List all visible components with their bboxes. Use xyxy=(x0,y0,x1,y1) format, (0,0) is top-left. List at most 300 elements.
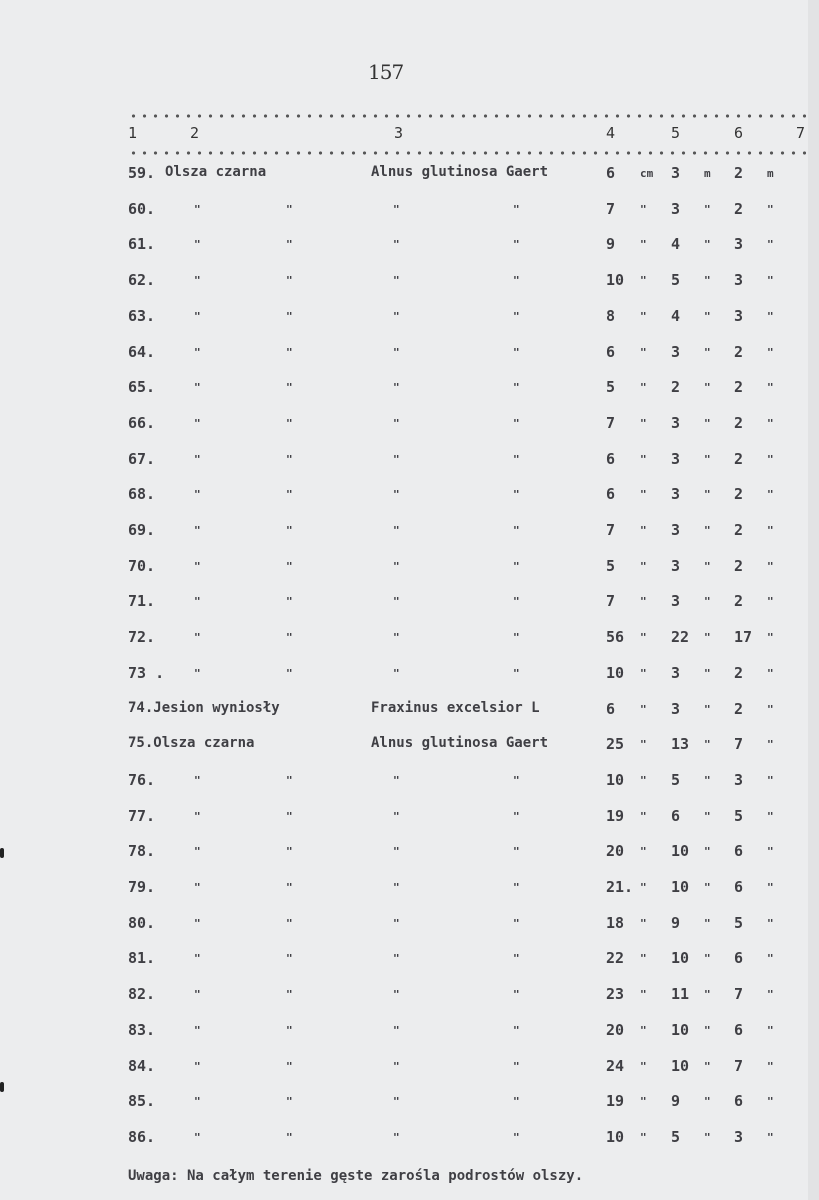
row-number: 60. xyxy=(128,200,156,218)
value-col4: 20 xyxy=(606,1021,625,1039)
unit-col5: " xyxy=(704,524,711,537)
ditto-mark: " xyxy=(393,1060,400,1073)
value-col4: 19 xyxy=(606,1092,625,1110)
value-col6: 6 xyxy=(734,949,744,967)
unit-col4: " xyxy=(640,203,647,216)
value-col5: 6 xyxy=(671,807,681,825)
table-row xyxy=(0,771,808,801)
ditto-mark: " xyxy=(513,881,520,894)
ditto-mark: " xyxy=(286,631,293,644)
ditto-mark: " xyxy=(393,381,400,394)
ditto-mark: " xyxy=(194,203,201,216)
ditto-mark: " xyxy=(393,274,400,287)
unit-col6: " xyxy=(767,453,774,466)
ditto-mark: " xyxy=(393,1095,400,1108)
value-col6: 2 xyxy=(734,664,744,682)
unit-col4: " xyxy=(640,917,647,930)
table-row xyxy=(0,914,808,944)
ditto-mark: " xyxy=(286,381,293,394)
ditto-mark: " xyxy=(286,417,293,430)
ditto-mark: " xyxy=(286,1024,293,1037)
unit-col6: " xyxy=(767,774,774,787)
ditto-mark: " xyxy=(393,203,400,216)
ditto-mark: " xyxy=(513,988,520,1001)
unit-col6: " xyxy=(767,703,774,716)
value-col5: 5 xyxy=(671,771,681,789)
value-col4: 25 xyxy=(606,735,625,753)
row-number: 71. xyxy=(128,592,156,610)
ditto-mark: " xyxy=(286,488,293,501)
unit-col6: " xyxy=(767,667,774,680)
ditto-mark: " xyxy=(393,453,400,466)
row-number: 79. xyxy=(128,878,156,896)
ditto-mark: " xyxy=(513,810,520,823)
unit-col4: " xyxy=(640,274,647,287)
table-row xyxy=(0,1128,808,1158)
value-col5: 3 xyxy=(671,343,681,361)
value-col5: 13 xyxy=(671,735,690,753)
row-number: 63. xyxy=(128,307,156,325)
unit-col5: " xyxy=(704,667,711,680)
value-col6: 2 xyxy=(734,414,744,432)
unit-col5: " xyxy=(704,881,711,894)
value-col6: 7 xyxy=(734,985,744,1003)
value-col4: 23 xyxy=(606,985,625,1003)
ditto-mark: " xyxy=(513,595,520,608)
value-col5: 3 xyxy=(671,164,681,182)
value-col4: 20 xyxy=(606,842,625,860)
unit-col5: " xyxy=(704,917,711,930)
value-col6: 3 xyxy=(734,307,744,325)
unit-col4: " xyxy=(640,667,647,680)
row-number: 76. xyxy=(128,771,156,789)
unit-col4: " xyxy=(640,453,647,466)
row-number: 86. xyxy=(128,1128,156,1146)
latin-name: Fraxinus excelsior L xyxy=(371,700,540,716)
ditto-mark: " xyxy=(393,952,400,965)
ditto-mark: " xyxy=(513,1095,520,1108)
unit-col6: " xyxy=(767,845,774,858)
ditto-mark: " xyxy=(286,774,293,787)
unit-col4: " xyxy=(640,1024,647,1037)
unit-col6: " xyxy=(767,274,774,287)
column-header-6: 6 xyxy=(734,124,744,142)
value-col6: 5 xyxy=(734,914,744,932)
unit-col6: " xyxy=(767,738,774,751)
unit-col6: " xyxy=(767,810,774,823)
value-col5: 10 xyxy=(671,1021,690,1039)
unit-col4: " xyxy=(640,810,647,823)
unit-col4: " xyxy=(640,774,647,787)
value-col6: 7 xyxy=(734,735,744,753)
row-number: 69. xyxy=(128,521,156,539)
unit-col6: " xyxy=(767,1024,774,1037)
ditto-mark: " xyxy=(194,1060,201,1073)
unit-col4: " xyxy=(640,703,647,716)
dotted-rule-top xyxy=(128,114,806,118)
ditto-mark: " xyxy=(194,274,201,287)
ditto-mark: " xyxy=(286,1095,293,1108)
ditto-mark: " xyxy=(286,1060,293,1073)
row-number: 85. xyxy=(128,1092,156,1110)
unit-col5: " xyxy=(704,703,711,716)
unit-col6: " xyxy=(767,524,774,537)
value-col6: 2 xyxy=(734,592,744,610)
unit-col6: " xyxy=(767,631,774,644)
ditto-mark: " xyxy=(513,453,520,466)
unit-col6: " xyxy=(767,560,774,573)
table-row xyxy=(0,414,808,444)
value-col4: 6 xyxy=(606,450,616,468)
value-col4: 6 xyxy=(606,485,616,503)
unit-col5: " xyxy=(704,631,711,644)
page-number: 157 xyxy=(368,60,404,84)
unit-col4: " xyxy=(640,346,647,359)
ditto-mark: " xyxy=(513,381,520,394)
ditto-mark: " xyxy=(393,310,400,323)
table-row xyxy=(0,343,808,373)
value-col4: 7 xyxy=(606,200,616,218)
table-row xyxy=(0,700,808,730)
unit-col4: " xyxy=(640,524,647,537)
ditto-mark: " xyxy=(513,203,520,216)
ditto-mark: " xyxy=(194,310,201,323)
dotted-rule-header xyxy=(128,151,806,155)
ditto-mark: " xyxy=(513,774,520,787)
ditto-mark: " xyxy=(393,488,400,501)
ditto-mark: " xyxy=(286,667,293,680)
table-row xyxy=(0,557,808,587)
value-col4: 6 xyxy=(606,343,616,361)
table-row xyxy=(0,1021,808,1051)
unit-col6: " xyxy=(767,417,774,430)
value-col4: 5 xyxy=(606,378,616,396)
ditto-mark: " xyxy=(513,488,520,501)
value-col4: 10 xyxy=(606,664,625,682)
ditto-mark: " xyxy=(513,238,520,251)
unit-col5: " xyxy=(704,310,711,323)
unit-col6: " xyxy=(767,346,774,359)
ditto-mark: " xyxy=(194,631,201,644)
ditto-mark: " xyxy=(286,988,293,1001)
unit-col4: " xyxy=(640,381,647,394)
unit-col5: " xyxy=(704,810,711,823)
value-col5: 9 xyxy=(671,1092,681,1110)
value-col5: 9 xyxy=(671,914,681,932)
row-number: 84. xyxy=(128,1057,156,1075)
unit-col5: " xyxy=(704,488,711,501)
unit-col6: " xyxy=(767,238,774,251)
row-number-species: 75.Olsza czarna xyxy=(128,735,255,751)
value-col6: 5 xyxy=(734,807,744,825)
value-col6: 2 xyxy=(734,200,744,218)
value-col6: 2 xyxy=(734,343,744,361)
row-number: 73 . xyxy=(128,664,165,682)
table-row xyxy=(0,307,808,337)
ditto-mark: " xyxy=(194,810,201,823)
unit-col6: " xyxy=(767,595,774,608)
ditto-mark: " xyxy=(286,560,293,573)
row-number: 65. xyxy=(128,378,156,396)
row-number: 78. xyxy=(128,842,156,860)
unit-col5: " xyxy=(704,952,711,965)
value-col6: 3 xyxy=(734,1128,744,1146)
table-row xyxy=(0,807,808,837)
value-col5: 3 xyxy=(671,485,681,503)
value-col6: 2 xyxy=(734,485,744,503)
value-col5: 3 xyxy=(671,592,681,610)
unit-col4: " xyxy=(640,560,647,573)
unit-col6: " xyxy=(767,1060,774,1073)
unit-col5: " xyxy=(704,774,711,787)
table-row xyxy=(0,485,808,515)
ditto-mark: " xyxy=(513,917,520,930)
ditto-mark: " xyxy=(513,310,520,323)
unit-col5: " xyxy=(704,595,711,608)
value-col4: 10 xyxy=(606,271,625,289)
table-row xyxy=(0,271,808,301)
row-number-species: 74.Jesion wyniosły xyxy=(128,700,280,716)
value-col6: 6 xyxy=(734,878,744,896)
value-col4: 10 xyxy=(606,771,625,789)
ditto-mark: " xyxy=(513,1060,520,1073)
ditto-mark: " xyxy=(194,988,201,1001)
ditto-mark: " xyxy=(286,274,293,287)
ditto-mark: " xyxy=(286,203,293,216)
value-col5: 3 xyxy=(671,414,681,432)
value-col4: 6 xyxy=(606,700,616,718)
table-row xyxy=(0,878,808,908)
column-header-3: 3 xyxy=(394,124,404,142)
ditto-mark: " xyxy=(513,346,520,359)
value-col6: 7 xyxy=(734,1057,744,1075)
ditto-mark: " xyxy=(194,524,201,537)
row-number: 72. xyxy=(128,628,156,646)
ditto-mark: " xyxy=(393,917,400,930)
value-col5: 4 xyxy=(671,235,681,253)
row-number: 67. xyxy=(128,450,156,468)
value-col5: 10 xyxy=(671,878,690,896)
unit-col4: " xyxy=(640,1095,647,1108)
value-col6: 2 xyxy=(734,557,744,575)
ditto-mark: " xyxy=(194,560,201,573)
unit-col4: " xyxy=(640,952,647,965)
ditto-mark: " xyxy=(286,952,293,965)
unit-col5: " xyxy=(704,560,711,573)
row-number: 59. xyxy=(128,164,156,182)
ditto-mark: " xyxy=(393,881,400,894)
unit-col4: " xyxy=(640,1131,647,1144)
ditto-mark: " xyxy=(286,346,293,359)
table-row xyxy=(0,735,808,765)
column-header-4: 4 xyxy=(606,124,616,142)
value-col5: 10 xyxy=(671,1057,690,1075)
row-number: 68. xyxy=(128,485,156,503)
value-col6: 6 xyxy=(734,842,744,860)
binding-mark xyxy=(0,848,4,858)
column-header-5: 5 xyxy=(671,124,681,142)
ditto-mark: " xyxy=(286,845,293,858)
ditto-mark: " xyxy=(513,274,520,287)
ditto-mark: " xyxy=(513,845,520,858)
unit-col5: " xyxy=(704,1024,711,1037)
ditto-mark: " xyxy=(393,667,400,680)
value-col6: 2 xyxy=(734,164,744,182)
value-col5: 10 xyxy=(671,949,690,967)
value-col4: 24 xyxy=(606,1057,625,1075)
ditto-mark: " xyxy=(393,595,400,608)
unit-col5: " xyxy=(704,845,711,858)
ditto-mark: " xyxy=(393,417,400,430)
table-row xyxy=(0,450,808,480)
row-number: 83. xyxy=(128,1021,156,1039)
unit-col5: " xyxy=(704,738,711,751)
ditto-mark: " xyxy=(194,595,201,608)
unit-col6: " xyxy=(767,488,774,501)
value-col4: 5 xyxy=(606,557,616,575)
value-col4: 7 xyxy=(606,521,616,539)
row-number: 70. xyxy=(128,557,156,575)
value-col4: 6 xyxy=(606,164,616,182)
ditto-mark: " xyxy=(393,1131,400,1144)
value-col4: 9 xyxy=(606,235,616,253)
ditto-mark: " xyxy=(286,917,293,930)
unit-col5: m xyxy=(704,167,711,180)
ditto-mark: " xyxy=(194,667,201,680)
row-number: 62. xyxy=(128,271,156,289)
ditto-mark: " xyxy=(286,810,293,823)
ditto-mark: " xyxy=(194,381,201,394)
unit-col6: " xyxy=(767,881,774,894)
unit-col4: " xyxy=(640,881,647,894)
unit-col4: " xyxy=(640,417,647,430)
value-col5: 2 xyxy=(671,378,681,396)
value-col5: 10 xyxy=(671,842,690,860)
table-row xyxy=(0,985,808,1015)
ditto-mark: " xyxy=(194,346,201,359)
table-row xyxy=(0,235,808,265)
value-col5: 3 xyxy=(671,521,681,539)
row-number: 61. xyxy=(128,235,156,253)
value-col6: 17 xyxy=(734,628,753,646)
row-number: 66. xyxy=(128,414,156,432)
ditto-mark: " xyxy=(393,631,400,644)
unit-col6: " xyxy=(767,917,774,930)
ditto-mark: " xyxy=(194,881,201,894)
unit-col5: " xyxy=(704,346,711,359)
row-number: 82. xyxy=(128,985,156,1003)
footnote: Uwaga: Na całym terenie gęste zarośla podrostów olszy. xyxy=(128,1168,584,1184)
value-col5: 5 xyxy=(671,271,681,289)
column-header-1: 1 xyxy=(128,124,138,142)
value-col6: 2 xyxy=(734,700,744,718)
value-col5: 3 xyxy=(671,557,681,575)
table-row xyxy=(0,664,808,694)
ditto-mark: " xyxy=(513,1024,520,1037)
ditto-mark: " xyxy=(194,417,201,430)
ditto-mark: " xyxy=(513,417,520,430)
ditto-mark: " xyxy=(393,238,400,251)
ditto-mark: " xyxy=(194,1024,201,1037)
value-col4: 19 xyxy=(606,807,625,825)
ditto-mark: " xyxy=(393,774,400,787)
ditto-mark: " xyxy=(513,1131,520,1144)
unit-col5: " xyxy=(704,274,711,287)
row-number: 64. xyxy=(128,343,156,361)
value-col6: 3 xyxy=(734,771,744,789)
unit-col5: " xyxy=(704,988,711,1001)
table-row xyxy=(0,378,808,408)
value-col5: 3 xyxy=(671,700,681,718)
unit-col4: " xyxy=(640,631,647,644)
ditto-mark: " xyxy=(194,453,201,466)
ditto-mark: " xyxy=(286,310,293,323)
ditto-mark: " xyxy=(393,1024,400,1037)
ditto-mark: " xyxy=(513,667,520,680)
unit-col4: cm xyxy=(640,167,654,180)
ditto-mark: " xyxy=(393,346,400,359)
value-col6: 2 xyxy=(734,378,744,396)
ditto-mark: " xyxy=(194,488,201,501)
column-header-7: 7 xyxy=(796,124,806,142)
value-col5: 22 xyxy=(671,628,690,646)
polish-name: Olsza czarna xyxy=(165,164,267,180)
unit-col6: " xyxy=(767,1095,774,1108)
ditto-mark: " xyxy=(393,524,400,537)
value-col6: 3 xyxy=(734,235,744,253)
unit-col5: " xyxy=(704,381,711,394)
value-col6: 2 xyxy=(734,450,744,468)
unit-col6: " xyxy=(767,1131,774,1144)
ditto-mark: " xyxy=(194,238,201,251)
unit-col5: " xyxy=(704,238,711,251)
table-row xyxy=(0,200,808,230)
page-edge xyxy=(808,0,819,1200)
unit-col4: " xyxy=(640,988,647,1001)
unit-col4: " xyxy=(640,738,647,751)
unit-col5: " xyxy=(704,1095,711,1108)
ditto-mark: " xyxy=(194,1131,201,1144)
value-col4: 7 xyxy=(606,592,616,610)
unit-col6: " xyxy=(767,310,774,323)
ditto-mark: " xyxy=(393,988,400,1001)
value-col6: 2 xyxy=(734,521,744,539)
latin-name: Alnus glutinosa Gaert xyxy=(371,164,549,180)
table-row xyxy=(0,628,808,658)
value-col4: 7 xyxy=(606,414,616,432)
unit-col4: " xyxy=(640,845,647,858)
unit-col4: " xyxy=(640,1060,647,1073)
unit-col5: " xyxy=(704,453,711,466)
value-col6: 3 xyxy=(734,271,744,289)
value-col5: 5 xyxy=(671,1128,681,1146)
unit-col6: " xyxy=(767,381,774,394)
table-row xyxy=(0,842,808,872)
table-row xyxy=(0,521,808,551)
value-col4: 10 xyxy=(606,1128,625,1146)
latin-name: Alnus glutinosa Gaert xyxy=(371,735,549,751)
table-row xyxy=(0,592,808,622)
ditto-mark: " xyxy=(286,453,293,466)
unit-col5: " xyxy=(704,203,711,216)
unit-col6: " xyxy=(767,988,774,1001)
ditto-mark: " xyxy=(286,595,293,608)
ditto-mark: " xyxy=(513,560,520,573)
unit-col4: " xyxy=(640,238,647,251)
ditto-mark: " xyxy=(194,774,201,787)
ditto-mark: " xyxy=(286,524,293,537)
ditto-mark: " xyxy=(286,1131,293,1144)
